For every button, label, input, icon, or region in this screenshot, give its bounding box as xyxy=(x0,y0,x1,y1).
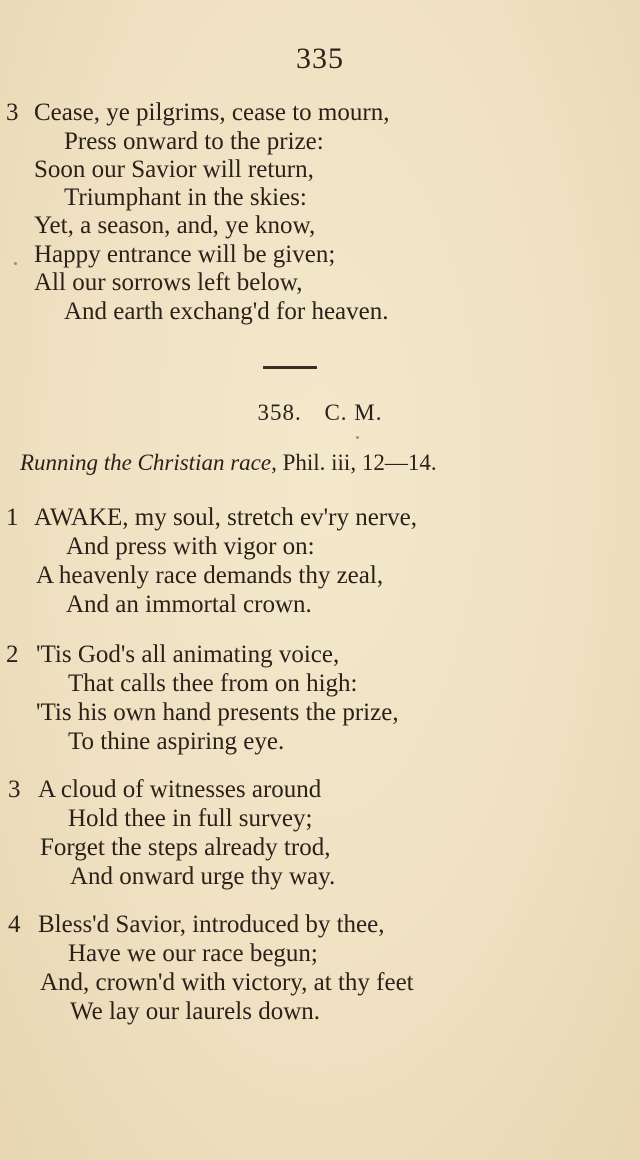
verse-line: To thine aspiring eye. xyxy=(68,728,285,755)
verse-line: And, crown'd with victory, at thy feet xyxy=(40,969,414,996)
verse-line: A cloud of witnesses around xyxy=(38,776,322,803)
verse-line: All our sorrows left below, xyxy=(34,269,303,296)
verse-number: 4 xyxy=(8,911,21,938)
verse-number: 2 xyxy=(6,641,19,668)
verse-line: A heavenly race demands thy zeal, xyxy=(36,562,384,589)
verse-number: 3 xyxy=(6,99,19,126)
verse-line: Hold thee in full survey; xyxy=(68,805,313,832)
hymn-meter: C. M. xyxy=(324,400,383,425)
verse-line: That calls thee from on high: xyxy=(68,670,358,697)
verse-line: 'Tis his own hand presents the prize, xyxy=(36,699,399,726)
verse-line: 'Tis God's all animating voice, xyxy=(36,641,340,668)
verse-line: Soon our Savior will return, xyxy=(34,156,314,183)
hymn-subtitle xyxy=(20,450,437,476)
verse-line: Happy entrance will be given; xyxy=(34,241,336,268)
hymn-number: 358. xyxy=(257,400,302,425)
verse-line: Press onward to the prize: xyxy=(64,128,324,155)
verse-line: Have we our race begun; xyxy=(68,940,318,967)
verse-line: We lay our laurels down. xyxy=(70,998,320,1025)
verse-line: Forget the steps already trod, xyxy=(40,834,331,861)
verse-line: Yet, a season, and, ye know, xyxy=(34,212,316,239)
verse-line: And press with vigor on: xyxy=(66,533,315,560)
section-divider xyxy=(263,366,317,369)
hymn-subtitle-title: Running the Christian race, xyxy=(20,450,277,475)
verse-line: AWAKE, my soul, stretch ev'ry nerve, xyxy=(34,504,417,531)
verse-line: Bless'd Savior, introduced by thee, xyxy=(38,911,385,938)
page-number: 335 xyxy=(296,42,344,75)
hymn-heading xyxy=(0,400,640,426)
ink-speck xyxy=(356,436,359,439)
scripture-reference: Phil. iii, 12—14. xyxy=(282,450,437,475)
verse-number: 3 xyxy=(8,776,21,803)
verse-line: And an immortal crown. xyxy=(66,591,312,618)
verse-line: And earth exchang'd for heaven. xyxy=(64,298,389,325)
verse-line: Cease, ye pilgrims, cease to mourn, xyxy=(34,99,390,126)
verse-line: Triumphant in the skies: xyxy=(64,184,307,211)
verse-line: And onward urge thy way. xyxy=(70,863,336,890)
ink-speck xyxy=(14,262,17,265)
verse-number: 1 xyxy=(6,504,19,531)
